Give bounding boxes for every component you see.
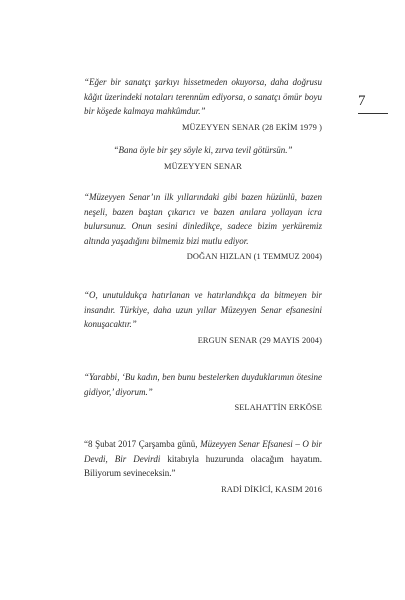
book-title: Müzeyyen Senar Efsanesi – O bir Devdi, Bir Devirdi	[84, 439, 322, 464]
quote-block-1	[84, 75, 322, 134]
quote-attribution: MÜZEYYEN SENAR (28 EKİM 1979 )	[181, 122, 322, 132]
quote-block-5	[84, 370, 322, 414]
quote-attribution: RADİ DİKİCİ, KASIM 2016	[221, 484, 322, 494]
quote-text: “Yarabbi, ‘Bu kadın, ben bunu bestelerken duyduklarımın ötesine gidiyor,’ diyorum.”	[84, 372, 322, 397]
quote-text-part: kitabıyla huzurunda olacağım hayatım. Biliyorum sevineceksin.”	[84, 453, 322, 478]
quote-attribution: ERGUN SENAR (29 MAYIS 2004)	[197, 335, 322, 345]
quote-block-4	[84, 288, 322, 347]
quote-text	[84, 437, 322, 481]
quote-text: “Eğer bir sanatçı şarkıyı hissetmeden okuyorsa, daha doğrusu kâğıt üzerindeki notaları terennüm ediyorsa, o sanatçı ömür boyu bir köşede kalmaya mahkûmdur.”	[84, 77, 322, 116]
quote-block-3	[84, 190, 322, 263]
quote-text-part: “8 Şubat 2017 Çarşamba günü,	[84, 439, 201, 449]
quote-text: “Müzeyyen Senar’ın ilk yıllarındaki gibi bazen hüzünlü, bazen neşeli, bazen baştan çıkarıcı ve bazen anılara yollayan icra bulursunuz. Onun sesini dinledikçe, sadece bizim yerküremiz altında yaşadığını bilmemiz bizi mutlu ediyor.	[84, 192, 322, 246]
quote-attribution: MÜZEYYEN SENAR	[164, 161, 242, 171]
quote-attribution: DOĞAN HIZLAN (1 TEMMUZ 2004)	[186, 252, 322, 261]
quote-block-6	[84, 437, 322, 496]
page-number-rule	[358, 113, 388, 114]
quote-attribution: SELAHATTİN ERKÖSE	[234, 403, 322, 412]
quote-text: “Bana öyle bir şey söyle ki, zırva tevil götürsün.”	[113, 145, 293, 155]
quote-block-2	[84, 143, 322, 173]
quote-text: “O, unutuldukça hatırlanan ve hatırlandıkça da bitmeyen bir insandır. Türkiye, daha uzun yıllar Müzeyyen Senar efsanesini konuşacaktır.”	[84, 290, 322, 329]
page-number: 7	[358, 93, 366, 109]
